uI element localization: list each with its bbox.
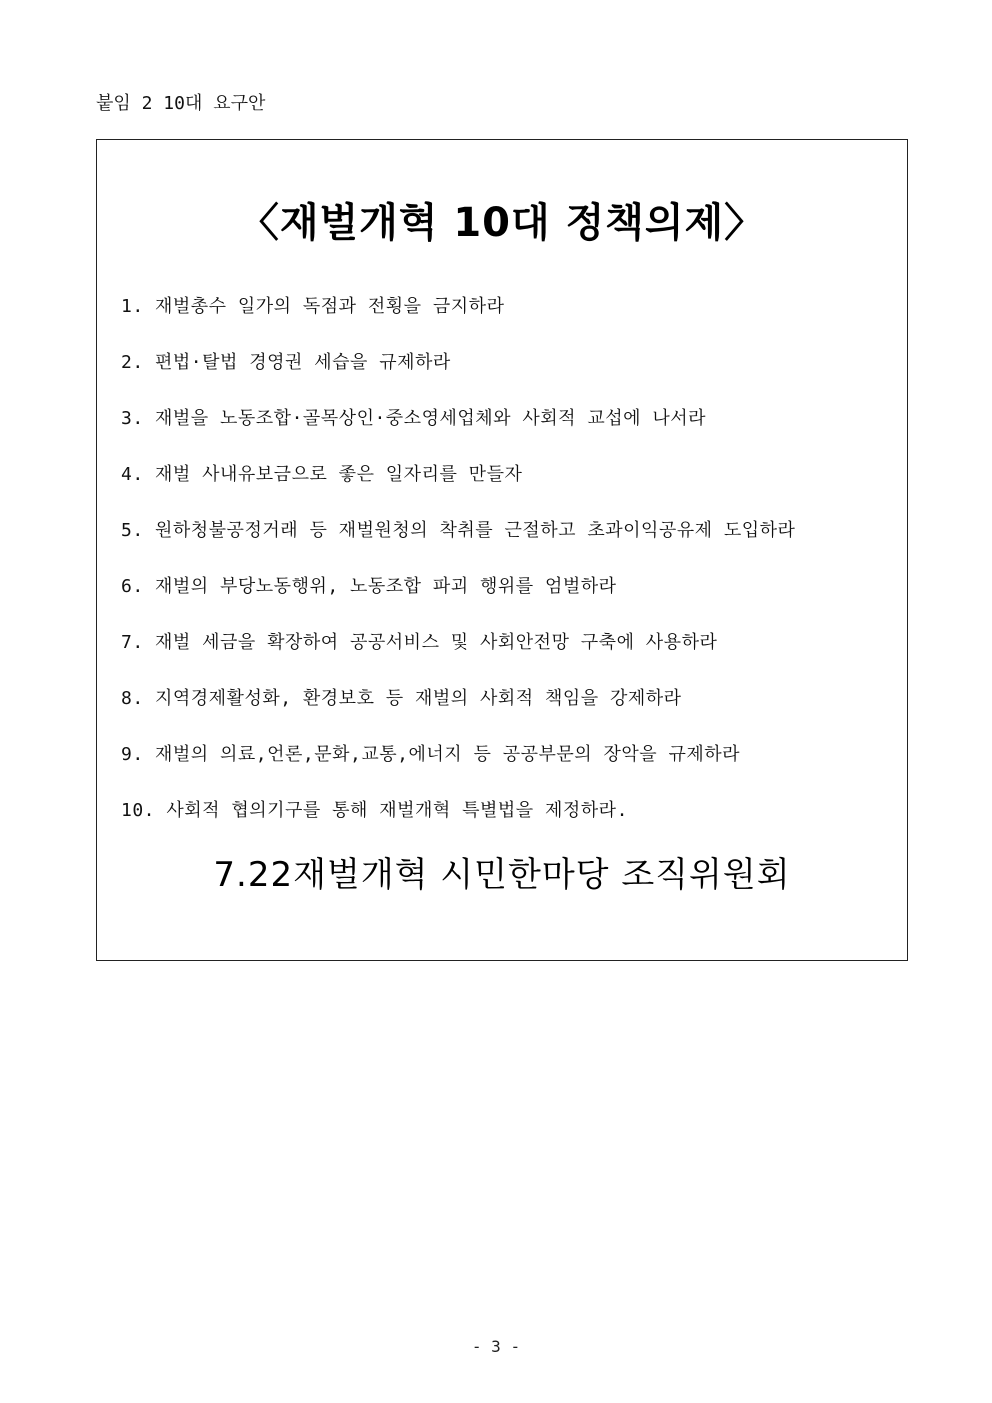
demand-item-2: 2. 편법·탈법 경영권 세습을 규제하라: [121, 352, 451, 373]
demand-item-3: 3. 재벌을 노동조합·골목상인·중소영세업체와 사회적 교섭에 나서라: [121, 408, 707, 429]
attachment-label: 붙임 2 10대 요구안: [96, 93, 266, 114]
demand-item-4: 4. 재벌 사내유보금으로 좋은 일자리를 만들자: [121, 464, 523, 485]
demand-item-6: 6. 재벌의 부당노동행위, 노동조합 파괴 행위를 엄벌하라: [121, 576, 617, 597]
demand-item-5: 5. 원하청불공정거래 등 재벌원청의 착취를 근절하고 초과이익공유제 도입하라: [121, 520, 796, 541]
policy-agenda-box: [96, 139, 908, 961]
organizer-name: 7.22재벌개혁 시민한마당 조직위원회: [213, 855, 791, 895]
agenda-title: 〈재벌개혁 10대 정책의제〉: [238, 200, 766, 246]
demand-item-8: 8. 지역경제활성화, 환경보호 등 재벌의 사회적 책임을 강제하라: [121, 688, 682, 709]
page-number: - 3 -: [471, 1337, 521, 1356]
demand-item-10: 10. 사회적 협의기구를 통해 재벌개혁 특별법을 제정하라.: [121, 800, 628, 821]
demand-item-1: 1. 재벌총수 일가의 독점과 전횡을 금지하라: [121, 296, 505, 317]
demand-list: [121, 290, 795, 850]
demand-item-7: 7. 재벌 세금을 확장하여 공공서비스 및 사회안전망 구축에 사용하라: [121, 632, 718, 653]
demand-item-9: 9. 재벌의 의료,언론,문화,교통,에너지 등 공공부문의 장악을 규제하라: [121, 744, 741, 765]
